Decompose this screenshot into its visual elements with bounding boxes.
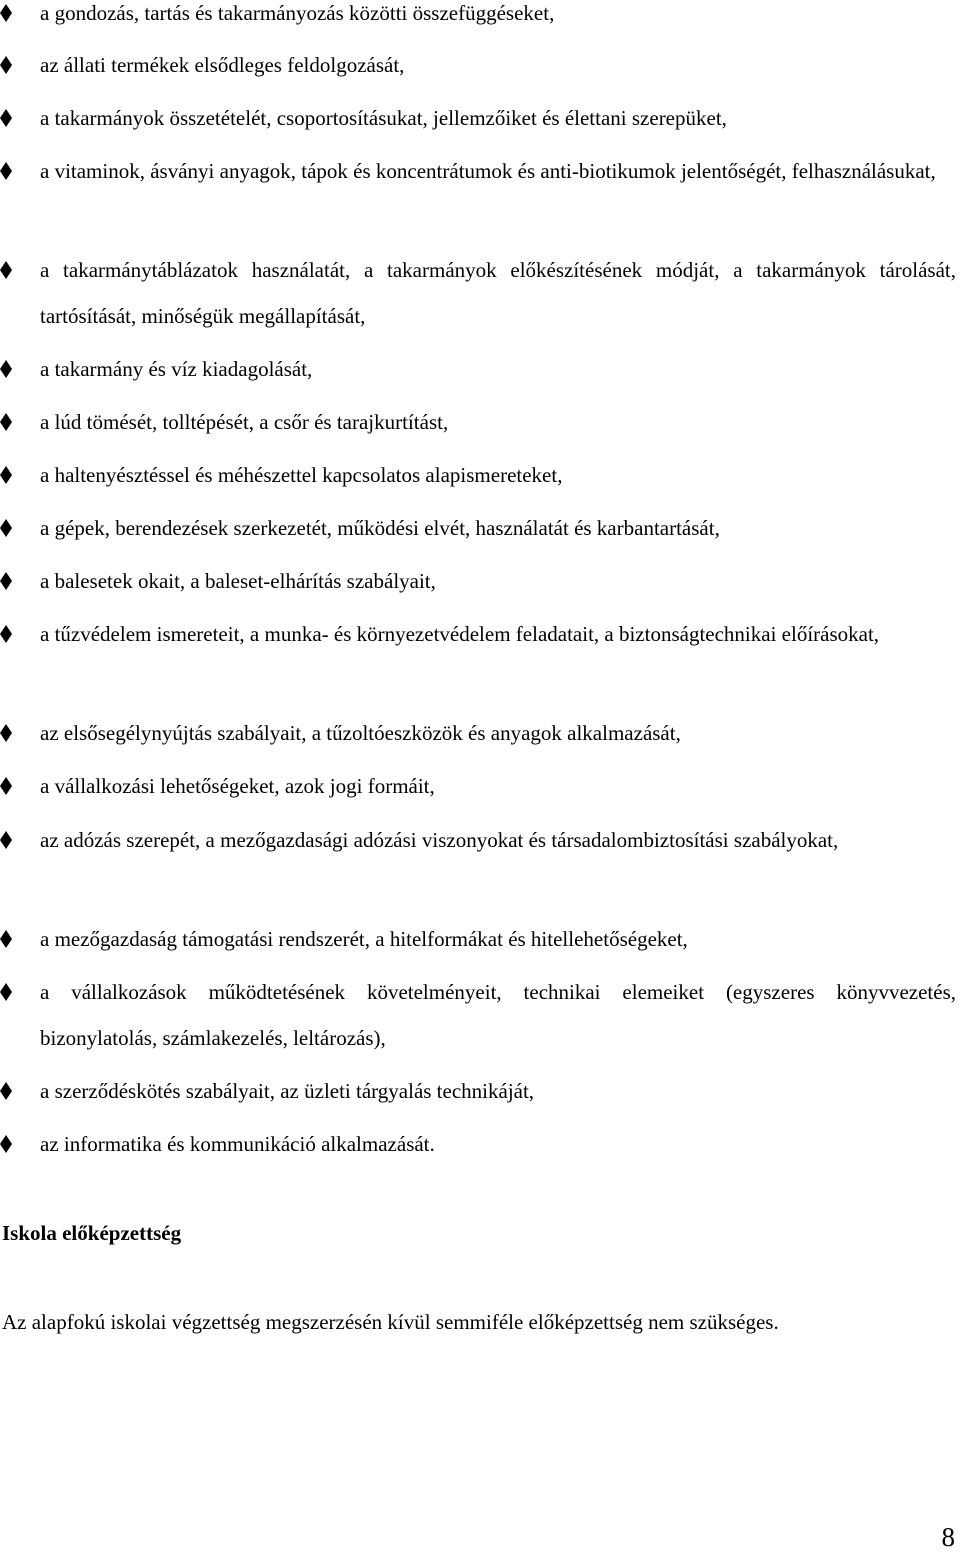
list-item-text: a balesetek okait, a baleset-elhárítás szabályait,	[40, 569, 436, 593]
list-item-text: a vállalkozási lehetőségeket, azok jogi formáit,	[40, 774, 435, 798]
list-item-text: a gondozás, tartás és takarmányozás közötti összefüggéseket,	[40, 1, 555, 25]
diamond-bullet-icon	[0, 724, 14, 744]
diamond-bullet-icon	[0, 261, 14, 281]
diamond-bullet-icon	[0, 1082, 14, 1102]
diamond-bullet-icon	[0, 930, 14, 950]
diamond-bullet-icon	[0, 831, 14, 851]
diamond-bullet-icon	[0, 1135, 14, 1155]
list-item-text: a takarmány és víz kiadagolását,	[40, 357, 313, 381]
diamond-bullet-icon	[0, 56, 14, 76]
list-item-text: a takarmánytáblázatok használatát, a takarmányok előkészítésének módját, a takarmányok tárolását, tartósítását, minőségük megállapítását,	[40, 258, 956, 328]
diamond-bullet-icon	[0, 466, 14, 486]
list-item-text: a lúd tömését, tolltépését, a csőr és tarajkurtítást,	[40, 410, 449, 434]
section-heading: Iskola előképzettség	[2, 1221, 182, 1245]
diamond-bullet-icon	[0, 625, 14, 645]
diamond-bullet-icon	[0, 519, 14, 539]
list-item-text: a mezőgazdaság támogatási rendszerét, a hitelformákat és hitellehetőségeket,	[40, 927, 688, 951]
list-item-text: a takarmányok összetételét, csoportosításukat, jellemzőiket és élettani szerepüket,	[40, 106, 727, 130]
diamond-bullet-icon	[0, 109, 14, 129]
list-item-text: az elsősegélynyújtás szabályait, a tűzoltóeszközök és anyagok alkalmazását,	[40, 721, 681, 745]
diamond-bullet-icon	[0, 777, 14, 797]
list-item-text: a tűzvédelem ismereteit, a munka- és környezetvédelem feladatait, a biztonságtechnikai előírásokat,	[40, 622, 880, 646]
list-item-text: az állati termékek elsődleges feldolgozását,	[40, 53, 405, 77]
diamond-bullet-icon	[0, 413, 14, 433]
page-number: 8	[941, 1522, 955, 1552]
list-item-text: a vállalkozások működtetésének követelményeit, technikai elemeiket (egyszeres könyvvezetés, bizonylatolás, számlakezelés, leltározás),	[40, 980, 956, 1050]
diamond-bullet-icon	[0, 4, 14, 24]
list-item-text: az adózás szerepét, a mezőgazdasági adózási viszonyokat és társadalombiztosítási szabályokat,	[40, 828, 839, 852]
list-item-text: a haltenyésztéssel és méhészettel kapcsolatos alapismereteket,	[40, 463, 563, 487]
list-item-text: az informatika és kommunikáció alkalmazását.	[40, 1132, 435, 1156]
list-item-text: a vitaminok, ásványi anyagok, tápok és koncentrátumok és anti-biotikumok jelentőségét, felhasználásukat,	[40, 159, 936, 183]
diamond-bullet-icon	[0, 360, 14, 380]
section-paragraph: Az alapfokú iskolai végzettség megszerzésén kívül semmiféle előképzettség nem szükséges.	[2, 1310, 779, 1334]
list-item-text: a szerződéskötés szabályait, az üzleti tárgyalás technikáját,	[40, 1079, 535, 1103]
diamond-bullet-icon	[0, 572, 14, 592]
diamond-bullet-icon	[0, 983, 14, 1003]
diamond-bullet-icon	[0, 162, 14, 182]
list-item-text: a gépek, berendezések szerkezetét, működési elvét, használatát és karbantartását,	[40, 516, 720, 540]
